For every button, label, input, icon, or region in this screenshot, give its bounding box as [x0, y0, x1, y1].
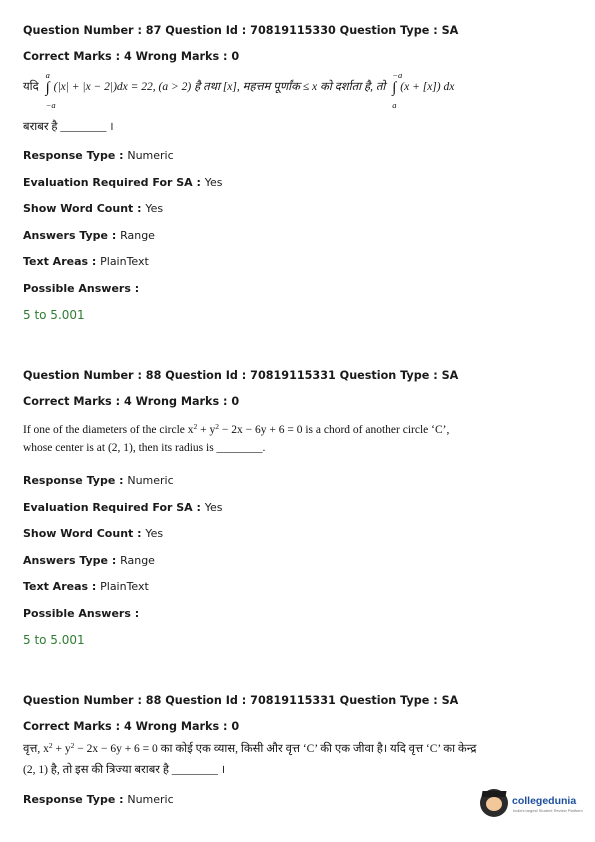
q3-question-line2: (2, 1) है, तो इस की त्रिज्या बराबर है ________ ।	[23, 764, 226, 776]
q1-header: Question Number : 87 Question Id : 70819115330 Question Type : SA	[23, 24, 459, 37]
q3-header: Question Number : 88 Question Id : 70819115331 Question Type : SA	[23, 694, 459, 707]
q2-text-part: + y	[197, 424, 216, 436]
logo-tagline: India's largest Student Review Platform	[513, 808, 583, 813]
label: Show Word Count :	[23, 202, 146, 215]
q1-text-areas	[23, 255, 149, 268]
integral-symbol: ∫ a −a	[42, 78, 54, 99]
q3-marks: Correct Marks : 4 Wrong Marks : 0	[23, 720, 240, 733]
q3-question-text	[23, 739, 476, 760]
label: Evaluation Required For SA :	[23, 176, 205, 189]
q2-answer-value: 5 to 5.001	[23, 633, 85, 647]
q2-word-count	[23, 527, 163, 540]
mascot-face	[486, 797, 502, 811]
q3-text-part: वृत्त, x	[23, 743, 49, 755]
q2-text-part: − 2x − 6y + 6 = 0 is a chord of another circle ‘C’,	[219, 424, 450, 436]
value: Numeric	[127, 793, 174, 806]
label: Show Word Count :	[23, 527, 146, 540]
q2-header: Question Number : 88 Question Id : 70819115331 Question Type : SA	[23, 369, 459, 382]
q2-text-part: If one of the diameters of the circle x	[23, 424, 194, 436]
q1-text-part: (|x| + |x − 2|)dx = 22, (a > 2) है तथा [x], महत्तम पूर्णांक ≤ x को दर्शाता है, तो	[53, 81, 386, 93]
superscript: 2	[193, 422, 198, 431]
q1-possible-answers	[23, 282, 139, 295]
q2-evaluation	[23, 501, 223, 514]
q3-text-part: + y	[52, 743, 71, 755]
value: PlainText	[100, 255, 149, 268]
superscript: 2	[70, 741, 75, 750]
logo-wordmark: collegedunia	[512, 795, 577, 807]
q1-evaluation	[23, 176, 223, 189]
q1-question-text	[23, 70, 455, 110]
integral-lower-limit: −a	[45, 100, 56, 110]
label: Response Type :	[23, 474, 128, 487]
label: Answers Type :	[23, 229, 121, 242]
q1-text-part: यदि	[23, 81, 39, 93]
value: Yes	[145, 202, 164, 215]
label: Evaluation Required For SA :	[23, 501, 205, 514]
mascot-icon	[480, 789, 508, 817]
q2-answers-type	[23, 554, 155, 567]
integral-symbol: ∫ −a a	[388, 78, 400, 99]
q1-word-count	[23, 202, 163, 215]
q2-possible-answers	[23, 607, 139, 620]
integral-lower-limit: a	[392, 100, 397, 110]
q1-answers-type	[23, 229, 155, 242]
q2-marks: Correct Marks : 4 Wrong Marks : 0	[23, 395, 240, 408]
q2-text-areas	[23, 580, 149, 593]
label: Possible Answers :	[23, 282, 140, 295]
label: Possible Answers :	[23, 607, 140, 620]
label: Text Areas :	[23, 255, 101, 268]
q3-response-type	[23, 793, 174, 806]
value: Yes	[204, 176, 223, 189]
value: Range	[120, 229, 155, 242]
q1-text-part: (x + [x]) dx	[400, 81, 455, 93]
label: Response Type :	[23, 149, 128, 162]
integral-upper-limit: a	[45, 70, 50, 80]
value: PlainText	[100, 580, 149, 593]
label: Text Areas :	[23, 580, 101, 593]
integral-upper-limit: −a	[392, 70, 403, 80]
q2-question-line2: whose center is at (2, 1), then its radius is ________.	[23, 442, 266, 454]
value: Range	[120, 554, 155, 567]
value: Numeric	[127, 149, 174, 162]
superscript: 2	[215, 422, 220, 431]
q3-text-part: − 2x − 6y + 6 = 0 का कोई एक व्यास, किसी और वृत्त ‘C’ की एक जीवा है। यदि वृत्त ‘C’ का केन्द्र	[74, 743, 477, 755]
label: Response Type :	[23, 793, 128, 806]
value: Yes	[145, 527, 164, 540]
label: Answers Type :	[23, 554, 121, 567]
value: Numeric	[127, 474, 174, 487]
superscript: 2	[48, 741, 53, 750]
graduation-cap-icon	[481, 791, 506, 797]
q1-answer-value: 5 to 5.001	[23, 308, 85, 322]
q2-response-type	[23, 474, 174, 487]
value: Yes	[204, 501, 223, 514]
q1-response-type	[23, 149, 174, 162]
q1-marks: Correct Marks : 4 Wrong Marks : 0	[23, 50, 240, 63]
collegedunia-logo	[480, 789, 590, 823]
q1-question-line2: बराबर है ________ ।	[23, 121, 114, 133]
